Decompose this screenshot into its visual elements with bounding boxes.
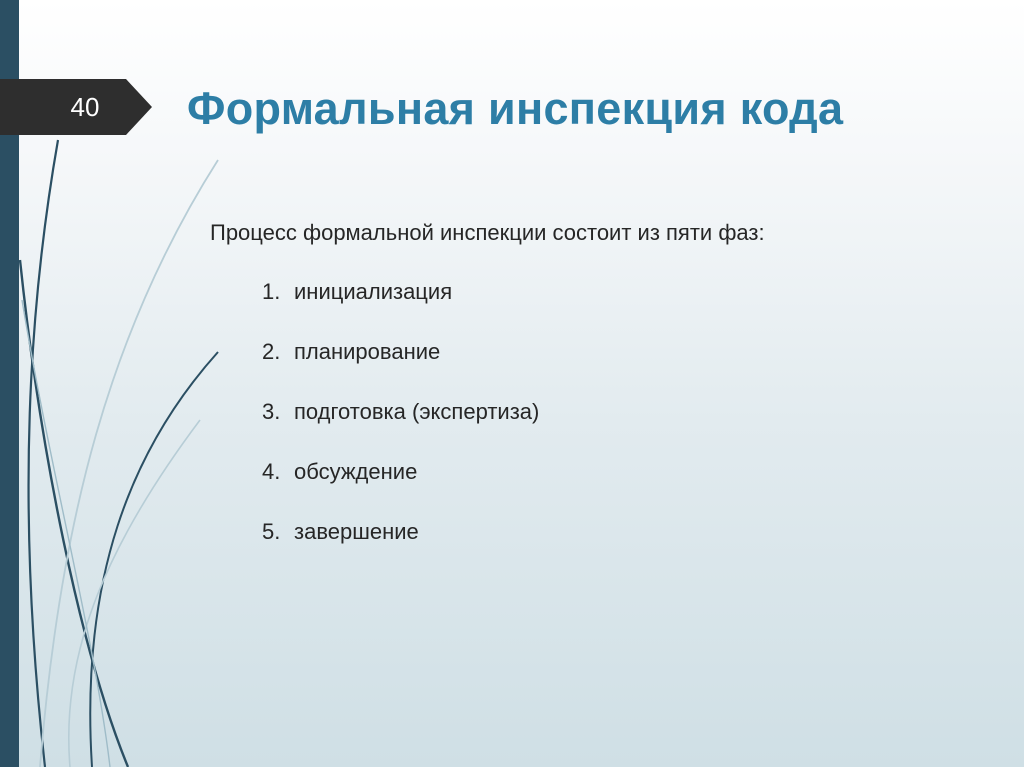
- list-item-label: планирование: [294, 339, 441, 364]
- list-item-label: подготовка (экспертиза): [294, 399, 540, 424]
- list-item-label: обсуждение: [294, 459, 418, 484]
- list-item: [262, 519, 539, 579]
- list-item-number: 4.: [262, 459, 281, 484]
- list-item-number: 3.: [262, 399, 281, 424]
- list-item: [262, 399, 539, 459]
- slide-title: Формальная инспекция кода: [187, 83, 844, 134]
- intro-text: Процесс формальной инспекции состоит из пяти фаз:: [210, 220, 765, 245]
- page-number: 40: [70, 92, 100, 122]
- list-item: [262, 279, 539, 339]
- list-item-number: 5.: [262, 519, 281, 544]
- phase-list: [262, 279, 539, 579]
- list-item-number: 2.: [262, 339, 281, 364]
- list-item: [262, 339, 539, 399]
- page-number-tab: [0, 79, 152, 135]
- list-item-number: 1.: [262, 279, 281, 304]
- list-item-label: инициализация: [294, 279, 453, 304]
- list-item-label: завершение: [294, 519, 419, 544]
- list-item: [262, 459, 539, 519]
